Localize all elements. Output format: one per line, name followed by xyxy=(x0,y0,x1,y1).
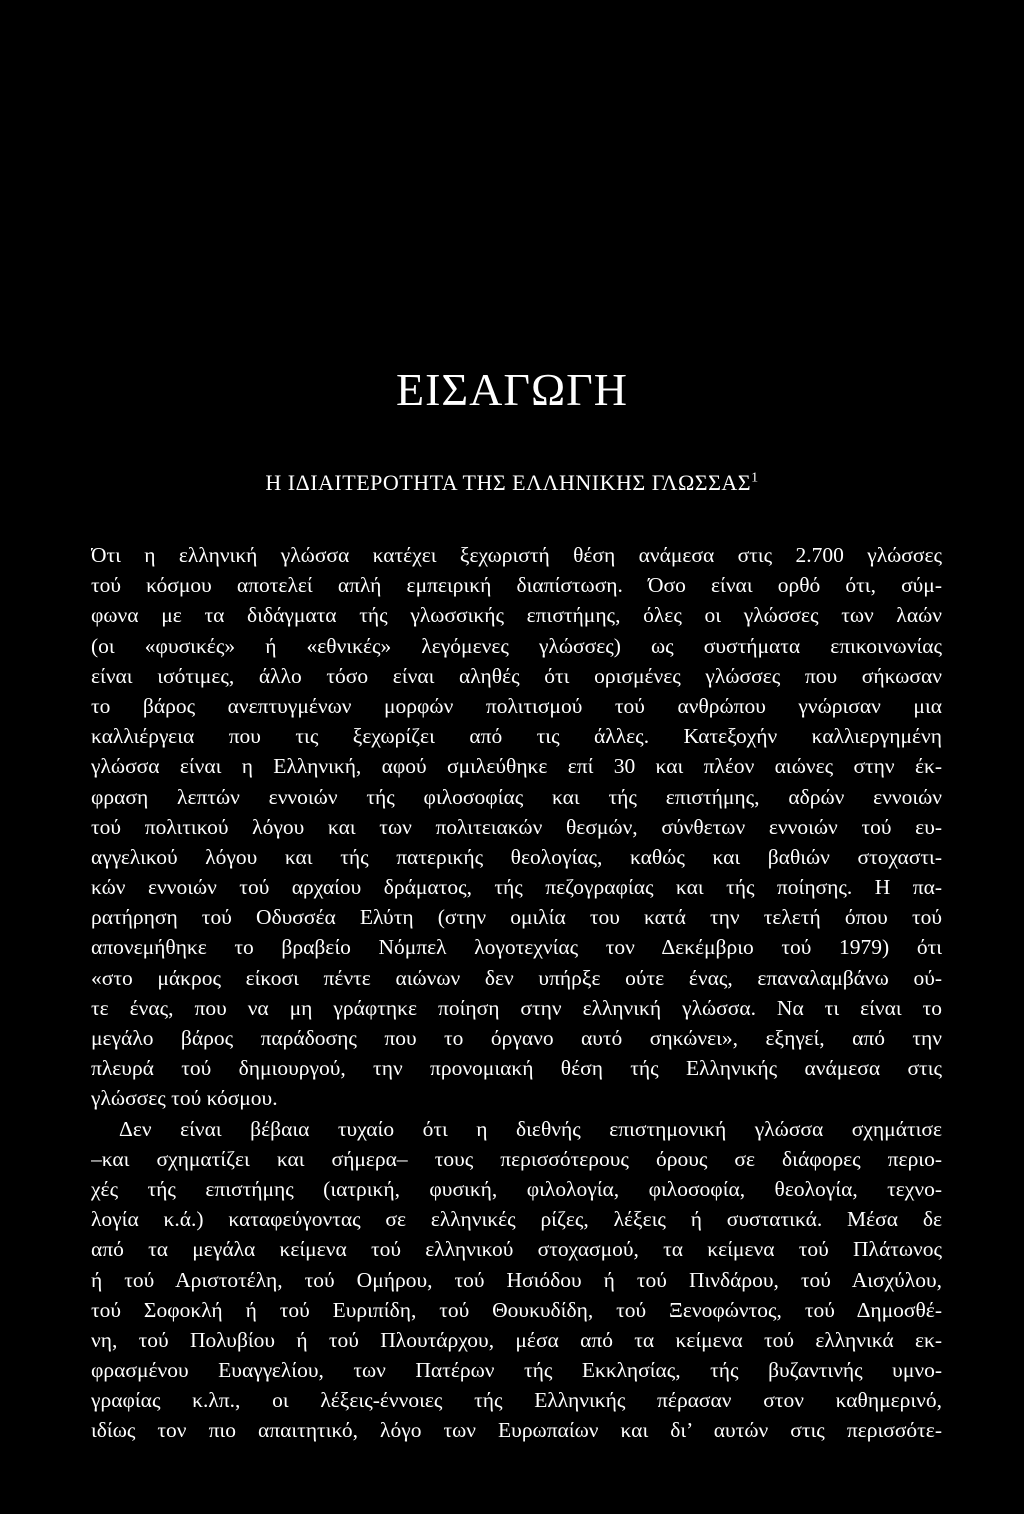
text-line: απονεμήθηκε το βραβείο Νόμπελ λογοτεχνίας τον Δεκέμβριο τού 1979) ότι xyxy=(91,935,942,960)
text-line: χές τής επιστήμης (ιατρική, φυσική, φιλολογία, φιλοσοφία, θεολογία, τεχνο- xyxy=(91,1176,942,1201)
text-line: ιδίως τον πιο απαιτητικό, λόγο των Ευρωπαίων και δι’ αυτών στις περισσότε- xyxy=(91,1418,942,1443)
text-line: Δεν είναι βέβαια τυχαίο ότι η διεθνής επιστημονική γλώσσα σχημάτισε xyxy=(119,1116,942,1141)
section-subtitle xyxy=(0,468,1024,498)
text-line: από τα μεγάλα κείμενα τού ελληνικού στοχασμού, τα κείμενα τού Πλάτωνος xyxy=(91,1237,942,1262)
text-line: γραφίας κ.λπ., οι λέξεις-έννοιες τής Ελληνικής πέρασαν στον καθημερινό, xyxy=(91,1388,942,1413)
text-line: τε ένας, που να μη γράφτηκε ποίηση στην ελληνική γλώσσα. Να τι είναι το xyxy=(91,995,942,1020)
text-line: –και σχηματίζει και σήμερα– τους περισσότερους όρους σε διάφορες περιο- xyxy=(91,1146,942,1171)
text-line: γλώσσα είναι η Ελληνική, αφού σμιλεύθηκε επί 30 και πλέον αιώνες στην έκ- xyxy=(91,754,942,779)
text-line: «στο μάκρος είκοσι πέντε αιώνων δεν υπήρξε ούτε ένας, επαναλαμβάνω ού- xyxy=(91,965,942,990)
text-line: καλλιέργεια που τις ξεχωρίζει από τις άλλες. Κατεξοχήν καλλιεργημένη xyxy=(91,724,942,749)
text-line: αγγελικού λόγου και τής πατερικής θεολογίας, καθώς και βαθιών στοχαστι- xyxy=(91,844,942,869)
text-line: Ότι η ελληνική γλώσσα κατέχει ξεχωριστή θέση ανάμεσα στις 2.700 γλώσσες xyxy=(91,543,942,567)
body-text xyxy=(91,540,942,1446)
text-line: το βάρος ανεπτυγμένων μορφών πολιτισμού τού ανθρώπου γνώρισαν μια xyxy=(91,693,942,718)
text-line: μεγάλο βάρος παράδοσης που το όργανο αυτό σηκώνει», εξηγεί, από την xyxy=(91,1026,942,1050)
text-line: (οι «φυσικές» ή «εθνικές» λεγόμενες γλώσσες) ως συστήματα επικοινωνίας xyxy=(91,633,942,658)
text-line: πλευρά τού δημιουργού, την προνομιακή θέση τής Ελληνικής ανάμεσα στις xyxy=(91,1056,942,1081)
chapter-title: ΕΙΣΑΓΩΓΗ xyxy=(395,364,628,415)
section-subtitle-text: Η ΙΔΙΑΙΤΕΡΟΤΗΤΑ ΤΗΣ ΕΛΛΗΝΙΚΗΣ ΓΛΩΣΣΑΣ xyxy=(265,470,752,495)
footnote-marker: 1 xyxy=(751,470,759,486)
text-line: τού κόσμου αποτελεί απλή εμπειρική διαπίστωση. Όσο είναι ορθό ότι, σύμ- xyxy=(91,573,942,598)
text-line: νη, τού Πολυβίου ή τού Πλουτάρχου, μέσα από τα κείμενα τού ελληνικά εκ- xyxy=(91,1327,942,1352)
text-line: τού πολιτικού λόγου και των πολιτειακών θεσμών, σύνθετων εννοιών τού ευ- xyxy=(91,814,942,839)
text-line: κών εννοιών τού αρχαίου δράματος, τής πεζογραφίας και τής ποίησης. Η πα- xyxy=(91,875,942,900)
text-line: φωνα με τα διδάγματα τής γλωσσικής επιστήμης, όλες οι γλώσσες των λαών xyxy=(91,603,942,628)
text-line: είναι ισότιμες, άλλο τόσο είναι αληθές ότι ορισμένες γλώσσες που σήκωσαν xyxy=(91,663,942,688)
text-line: ή τού Αριστοτέλη, τού Ομήρου, τού Ησιόδου ή τού Πινδάρου, τού Αισχύλου, xyxy=(91,1267,942,1292)
text-line: φρασμένου Ευαγγελίου, των Πατέρων τής Εκκλησίας, τής βυζαντινής υμνο- xyxy=(91,1358,942,1383)
text-line: τού Σοφοκλή ή τού Ευριπίδη, τού Θουκυδίδη, τού Ξενοφώντος, τού Δημοσθέ- xyxy=(91,1297,942,1322)
text-line: ρατήρηση τού Οδυσσέα Ελύτη (στην ομιλία του κατά την τελετή όπου τού xyxy=(91,905,942,930)
text-line: φραση λεπτών εννοιών τής φιλοσοφίας και τής επιστήμης, αδρών εννοιών xyxy=(91,784,942,809)
text-line: λογία κ.ά.) καταφεύγοντας σε ελληνικές ρίζες, λέξεις ή συστατικά. Μέσα δε xyxy=(91,1207,942,1232)
text-line: γλώσσες τού κόσμου. xyxy=(91,1086,278,1111)
